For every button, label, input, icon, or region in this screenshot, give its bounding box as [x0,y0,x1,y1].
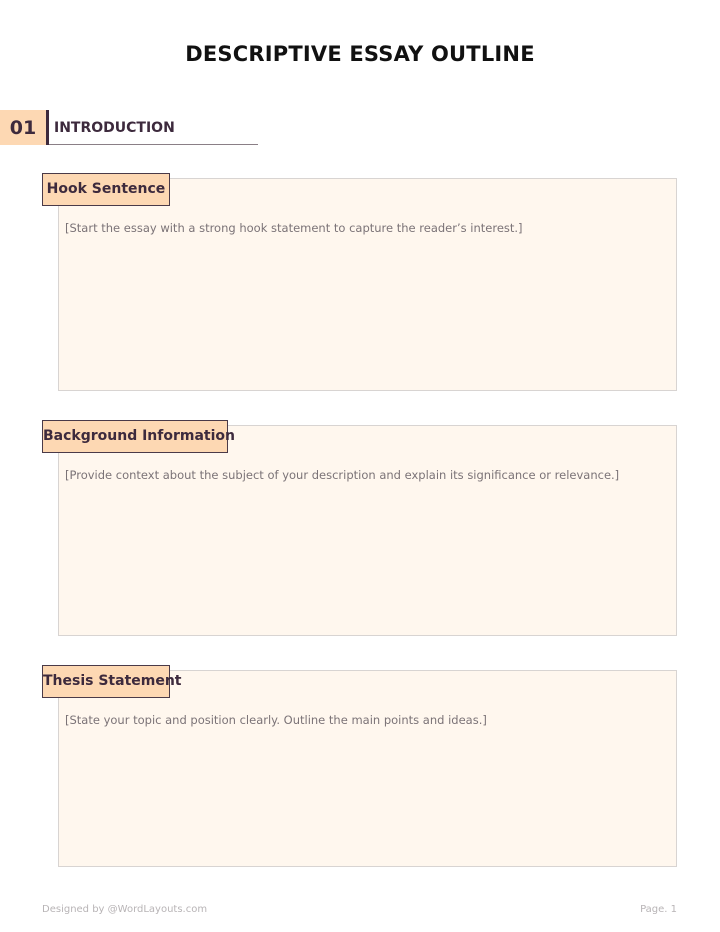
section-underline [49,144,258,145]
background-information-label: Background Information [42,420,228,453]
background-information-box[interactable] [58,425,677,636]
hook-sentence-placeholder: [Start the essay with a strong hook statement to capture the reader’s interest.] [65,221,523,235]
hook-sentence-box[interactable] [58,178,677,391]
thesis-statement-box[interactable] [58,670,677,867]
hook-sentence-label: Hook Sentence [42,173,170,206]
section-number: 01 [0,110,46,145]
document-title: DESCRIPTIVE ESSAY OUTLINE [185,42,535,66]
section-accent-bar [46,110,49,145]
page-number: Page. 1 [640,904,677,915]
section-header [0,110,258,145]
thesis-statement-label: Thesis Statement [42,665,170,698]
footer-credit: Designed by @WordLayouts.com [42,904,208,915]
section-title: INTRODUCTION [54,120,175,136]
background-information-placeholder: [Provide context about the subject of your description and explain its significance or relevance.] [65,468,620,482]
thesis-statement-placeholder: [State your topic and position clearly. Outline the main points and ideas.] [65,713,487,727]
